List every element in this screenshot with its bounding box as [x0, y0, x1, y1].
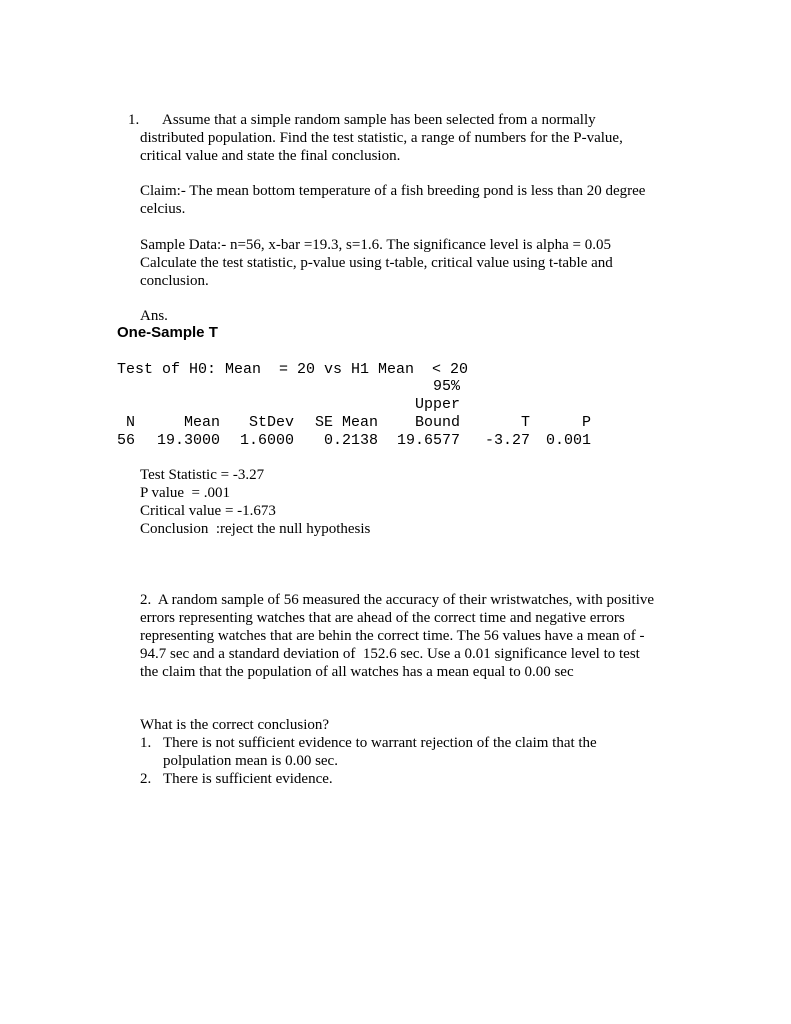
col-header-t: T — [520, 414, 530, 431]
cell-bound: 19.6577 — [396, 432, 460, 449]
q1-intro-line-2: distributed population. Find the test statistic, a range of numbers for the P-value, — [140, 130, 623, 146]
q2-line-5: the claim that the population of all watches has a mean equal to 0.00 sec — [140, 664, 574, 680]
test-line: Test of H0: Mean = 20 vs H1 Mean < 20 — [117, 361, 469, 378]
q1-sample-line-2: Calculate the test statistic, p-value using t-table, critical value using t-table and — [140, 255, 613, 271]
col-header-se-mean: SE Mean — [314, 414, 378, 431]
col-header-stdev: StDev — [248, 414, 294, 431]
result-critical-value: Critical value = -1.673 — [140, 503, 276, 519]
result-test-statistic: Test Statistic = -3.27 — [140, 467, 265, 483]
option-2-line-1: There is sufficient evidence. — [163, 771, 333, 787]
option-1-number: 1. — [140, 735, 152, 751]
option-1-line-1: There is not sufficient evidence to warrant rejection of the claim that the — [163, 735, 597, 751]
cell-t: -3.27 — [484, 432, 530, 449]
q1-claim-line-2: celcius. — [140, 201, 186, 217]
cell-mean: 19.3000 — [156, 432, 220, 449]
q1-number: 1. — [128, 112, 140, 128]
col-header-n: N — [125, 414, 135, 431]
q2-question: What is the correct conclusion? — [140, 717, 330, 733]
col-header-bound: Bound — [414, 414, 460, 431]
q2-line-4: 94.7 sec and a standard deviation of 152.6 sec. Use a 0.01 significance level to test — [140, 646, 640, 662]
ans-label: Ans. — [140, 308, 168, 324]
result-p-value: P value = .001 — [140, 485, 230, 501]
header-upper: Upper — [414, 396, 460, 413]
cell-stdev: 1.6000 — [239, 432, 294, 449]
col-header-mean: Mean — [183, 414, 220, 431]
q1-sample-line-3: conclusion. — [140, 273, 209, 289]
option-2-number: 2. — [140, 771, 152, 787]
q1-sample-line-1: Sample Data:- n=56, x-bar =19.3, s=1.6. The significance level is alpha = 0.05 — [140, 237, 611, 253]
cell-n: 56 — [116, 432, 135, 449]
output-heading: One-Sample T — [117, 324, 218, 341]
q1-intro-line-3: critical value and state the final conclusion. — [140, 148, 401, 164]
q2-line-1: 2. A random sample of 56 measured the accuracy of their wristwatches, with positive — [140, 592, 655, 608]
q1-intro-line-1: Assume that a simple random sample has been selected from a normally — [162, 112, 596, 128]
col-header-p: P — [581, 414, 591, 431]
header-95: 95% — [432, 378, 460, 395]
cell-se-mean: 0.2138 — [323, 432, 378, 449]
q2-line-2: errors representing watches that are ahead of the correct time and negative errors — [140, 610, 625, 626]
option-1-line-2: polpulation mean is 0.00 sec. — [163, 753, 338, 769]
q1-claim-line-1: Claim:- The mean bottom temperature of a fish breeding pond is less than 20 degree — [140, 183, 646, 199]
q2-line-3: representing watches that are behin the correct time. The 56 values have a mean of - — [140, 628, 645, 644]
result-conclusion: Conclusion :reject the null hypothesis — [140, 521, 371, 537]
cell-p: 0.001 — [545, 432, 591, 449]
